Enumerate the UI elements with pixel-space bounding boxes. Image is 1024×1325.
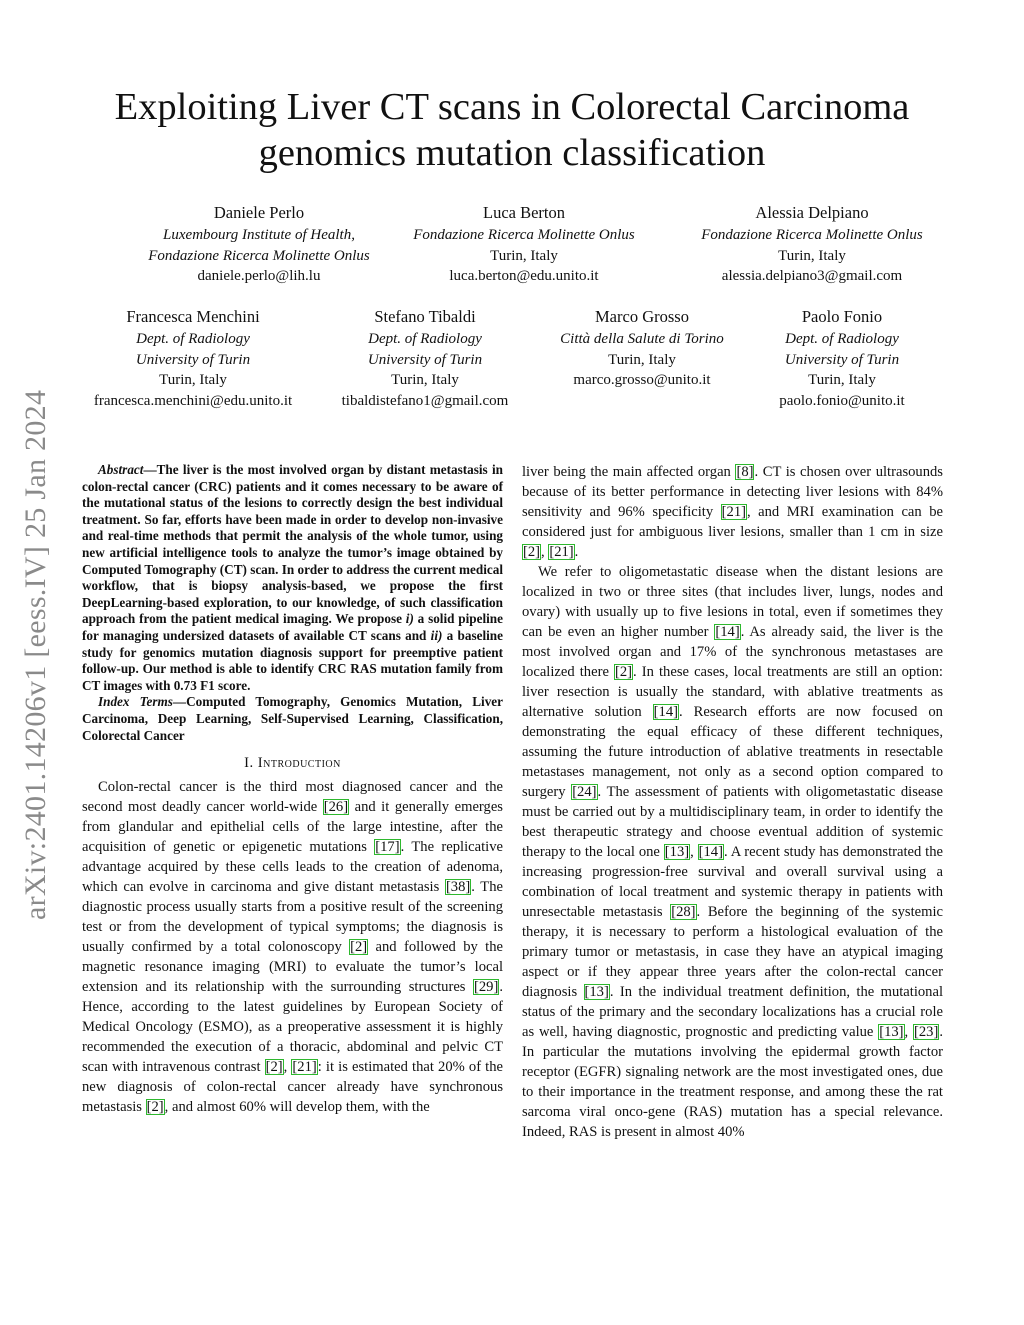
author-affiliation: Dept. of Radiology [136, 331, 250, 347]
citation-link[interactable]: [29] [474, 979, 499, 996]
author-affiliation: University of Turin [784, 351, 900, 368]
abstract [82, 462, 503, 694]
citation-link[interactable]: [2] [615, 664, 633, 680]
paper-title: Exploiting Liver CT scans in Colorectal Carcinoma genomics mutation classification [114, 86, 910, 174]
author-name: Daniele Perlo [213, 203, 305, 222]
citation-link[interactable]: [8] [736, 464, 754, 480]
author-block [70, 306, 316, 411]
index-terms-label: Index Terms [98, 694, 173, 710]
author-name: Francesca Menchini [126, 307, 260, 326]
author-affiliation: Dept. of Radiology [368, 331, 482, 347]
author-block [754, 306, 930, 411]
author-name: Luca Berton [482, 203, 565, 222]
citation-link[interactable]: [21] [721, 504, 746, 520]
author-email[interactable]: luca.berton@edu.unito.it [449, 268, 599, 284]
citation-link[interactable]: [38] [445, 879, 471, 896]
author-email[interactable]: alessia.delpiano3@gmail.com [721, 268, 903, 284]
author-city: Turin, Italy [808, 372, 876, 388]
author-affiliation: Luxembourg Institute of Health, [163, 227, 355, 243]
author-city: Turin, Italy [391, 372, 459, 388]
citation-link[interactable]: [13] [879, 1024, 904, 1040]
citation-link[interactable]: [13] [584, 984, 609, 1000]
citation-link[interactable]: [2] [523, 544, 541, 560]
author-email[interactable]: marco.grosso@unito.it [573, 372, 711, 388]
author-name: Marco Grosso [595, 307, 689, 326]
author-affiliation: University of Turin [367, 351, 483, 368]
intro-paragraph: Colon-rectal cancer is the third most diagnosed cancer and the second most deadly cancer world-wide [26] and it generally emerges from glandular and epithelial cells of the large intestine, after the acquisition of genetic or epigenetic mutations [17]. The replicative advantage acquired by these cells leads to the creation of adenoma, which can evolve in carcinoma and give distant metastasis [38]. The diagnostic process usually starts from a positive result of the screening test or from the development of typical symptoms; the diagnosis is usually confirmed by a total colonoscopy [2] and followed by the magnetic resonance imaging (MRI) to evaluate the tumor’s local extension and its relationship with the surrounding structures [29]. Hence, according to the latest guidelines by European Society of Medical Oncology (ESMO), as a preoperative assessment it is highly recommended the execution of a thoracic, abdominal and pelvic CT scan with intravenous contrast [2], [21]: it is estimated that 20% of the new diagnosis of colon-rectal cancer already have synchronous metastasis [2], and almost 60% will develop them, with the [82, 779, 504, 1116]
author-name: Paolo Fonio [801, 307, 883, 326]
citation-link[interactable]: [21] [292, 1059, 317, 1076]
citation-link[interactable]: [14] [715, 624, 740, 640]
abstract-text: a baseline study for genomics mutation diagnosis support for preemptive patient follow-up. Our method is able to identify CRC RAS mutation family from CT images with 0.73 F1 score. [82, 627, 503, 693]
abstract-text: —The liver is the most involved organ by distant metastasis in colon-rectal cancer (CRC) patients and it comes necessary to be aware of the mutational status of the lesions to correctly design the best individual treatment. So far, efforts have been made in order to develop non-invasive and real-time methods that permit the analysis of the whole tumor, using new artificial intelligence tools to analyze the tumor’s image obtained by Computed Tomography (CT) scan. In order to address the current medical workflow, that is biopsy analysis-based, we propose the first DeepLearning-based exploration, to our knowledge, of such classification approach from the patient medical imaging. We propose [82, 462, 503, 627]
citation-link[interactable]: [2] [350, 939, 368, 956]
citation-link[interactable]: [17] [375, 839, 400, 856]
author-block [536, 306, 748, 391]
abstract-enum: i) [405, 611, 414, 627]
author-city: Turin, Italy [490, 247, 558, 264]
author-affiliation: Fondazione Ricerca Molinette Onlus [701, 227, 923, 243]
author-block [360, 202, 688, 287]
index-terms-text: —Computed Tomography, Genomics Mutation, Liver Carcinoma, Deep Learning, Self-Supervised Learning, Classification, Colorectal Cancer [82, 694, 503, 743]
citation-link[interactable]: [23] [914, 1024, 939, 1040]
citation-link[interactable]: [14] [698, 844, 723, 860]
author-affiliation: Città della Salute di Torino [560, 331, 724, 347]
author-affiliation: University of Turin [135, 351, 251, 368]
citation-link[interactable]: [26] [323, 799, 349, 816]
left-column [82, 462, 503, 1117]
author-name: Alessia Delpiano [755, 203, 869, 222]
author-city: Turin, Italy [608, 351, 676, 368]
author-affiliation: Fondazione Ricerca Molinette Onlus [413, 227, 635, 243]
author-email[interactable]: daniele.perlo@lih.lu [197, 268, 321, 284]
right-column [522, 462, 943, 1142]
section-heading: I. Introduction [244, 755, 341, 772]
author-email[interactable]: paolo.fonio@unito.it [779, 392, 905, 409]
citation-link[interactable]: [28] [671, 904, 696, 920]
arxiv-stamp: arXiv:2401.14206v1 [eess.IV] 25 Jan 2024 [19, 389, 52, 920]
author-block [322, 306, 528, 411]
abstract-text: a solid pipeline for managing undersized datasets of available CT scans and [82, 611, 503, 643]
citation-link[interactable]: [2] [146, 1099, 164, 1116]
author-block [646, 202, 978, 287]
citation-link[interactable]: [14] [653, 704, 678, 720]
author-city: Turin, Italy [159, 372, 227, 388]
author-name: Stefano Tibaldi [374, 307, 476, 326]
author-email[interactable]: francesca.menchini@edu.unito.it [93, 392, 293, 409]
citation-link[interactable]: [2] [265, 1059, 283, 1076]
author-affiliation: Dept. of Radiology [785, 331, 899, 347]
citation-link[interactable]: [24] [572, 784, 597, 800]
abstract-enum: ii) [430, 627, 443, 643]
author-email[interactable]: tibaldistefano1@gmail.com [341, 392, 509, 409]
citation-link[interactable]: [13] [664, 844, 690, 860]
body-paragraph: We refer to oligometastatic disease when the distant lesions are localized in two or three sites (that includes liver, lungs, nodes and ovary) with usually up to five lesions in total, even if sometimes they can be even an higher number [14]. As already said, the liver is the most involved organ and 17% of the synchronous metastases are localized there [2]. In these cases, local treatments are still an option: liver resection is usually the standard, with ablative treatments as alternative solution [14]. Research efforts are now focused on demonstrating the equal efficacy of these different techniques, assuming the future introduction of ablative treatments in resectable metastases management, not only as a second option compared to surgery [24]. The assessment of patients with oligometastatic disease must be carried out by a multidisciplinary team, in order to identify the best therapeutic strategy and choose eventual addition of systemic therapy to the local one [13], [14]. A recent study has demonstrated the increasing progression-free survival and overall survival using a combination of local treatment and systemic therapy in patients with unresectable metastasis [28]. Before the beginning of the systemic therapy, it is necessary to perform a histological evaluation of the primary tumor or metastasis, in case they have an atypical imaging aspect or if they appear three years after the colon-rectal cancer diagnosis [13]. In the individual treatment definition, the mutational status of the primary and the secondary localizations has a crucial role as well, having diagnostic, prognostic and predicting value [13], [23]. In particular the mutations involving the epidermal growth factor receptor (EGFR) signaling network are the most investigated ones, due to their importance in the treatment response, and among these the rat sarcoma viral onco-gene (RAS) mutation has a special relevance. Indeed, RAS is present in almost 40% [522, 564, 944, 1140]
author-affiliation: Fondazione Ricerca Molinette Onlus [148, 247, 370, 264]
citation-link[interactable]: [21] [549, 544, 574, 560]
author-city: Turin, Italy [778, 247, 846, 264]
index-terms [82, 694, 503, 744]
abstract-label: Abstract [98, 462, 144, 477]
body-paragraph: liver being the main affected organ [8]. CT is chosen over ultrasounds because of its better performance in detecting liver lesions with 84% sensitivity and 96% specificity [21], and MRI examination can be considered just for ambiguous liver lesions, smaller than 1 cm in size [2], [21]. [522, 464, 943, 560]
